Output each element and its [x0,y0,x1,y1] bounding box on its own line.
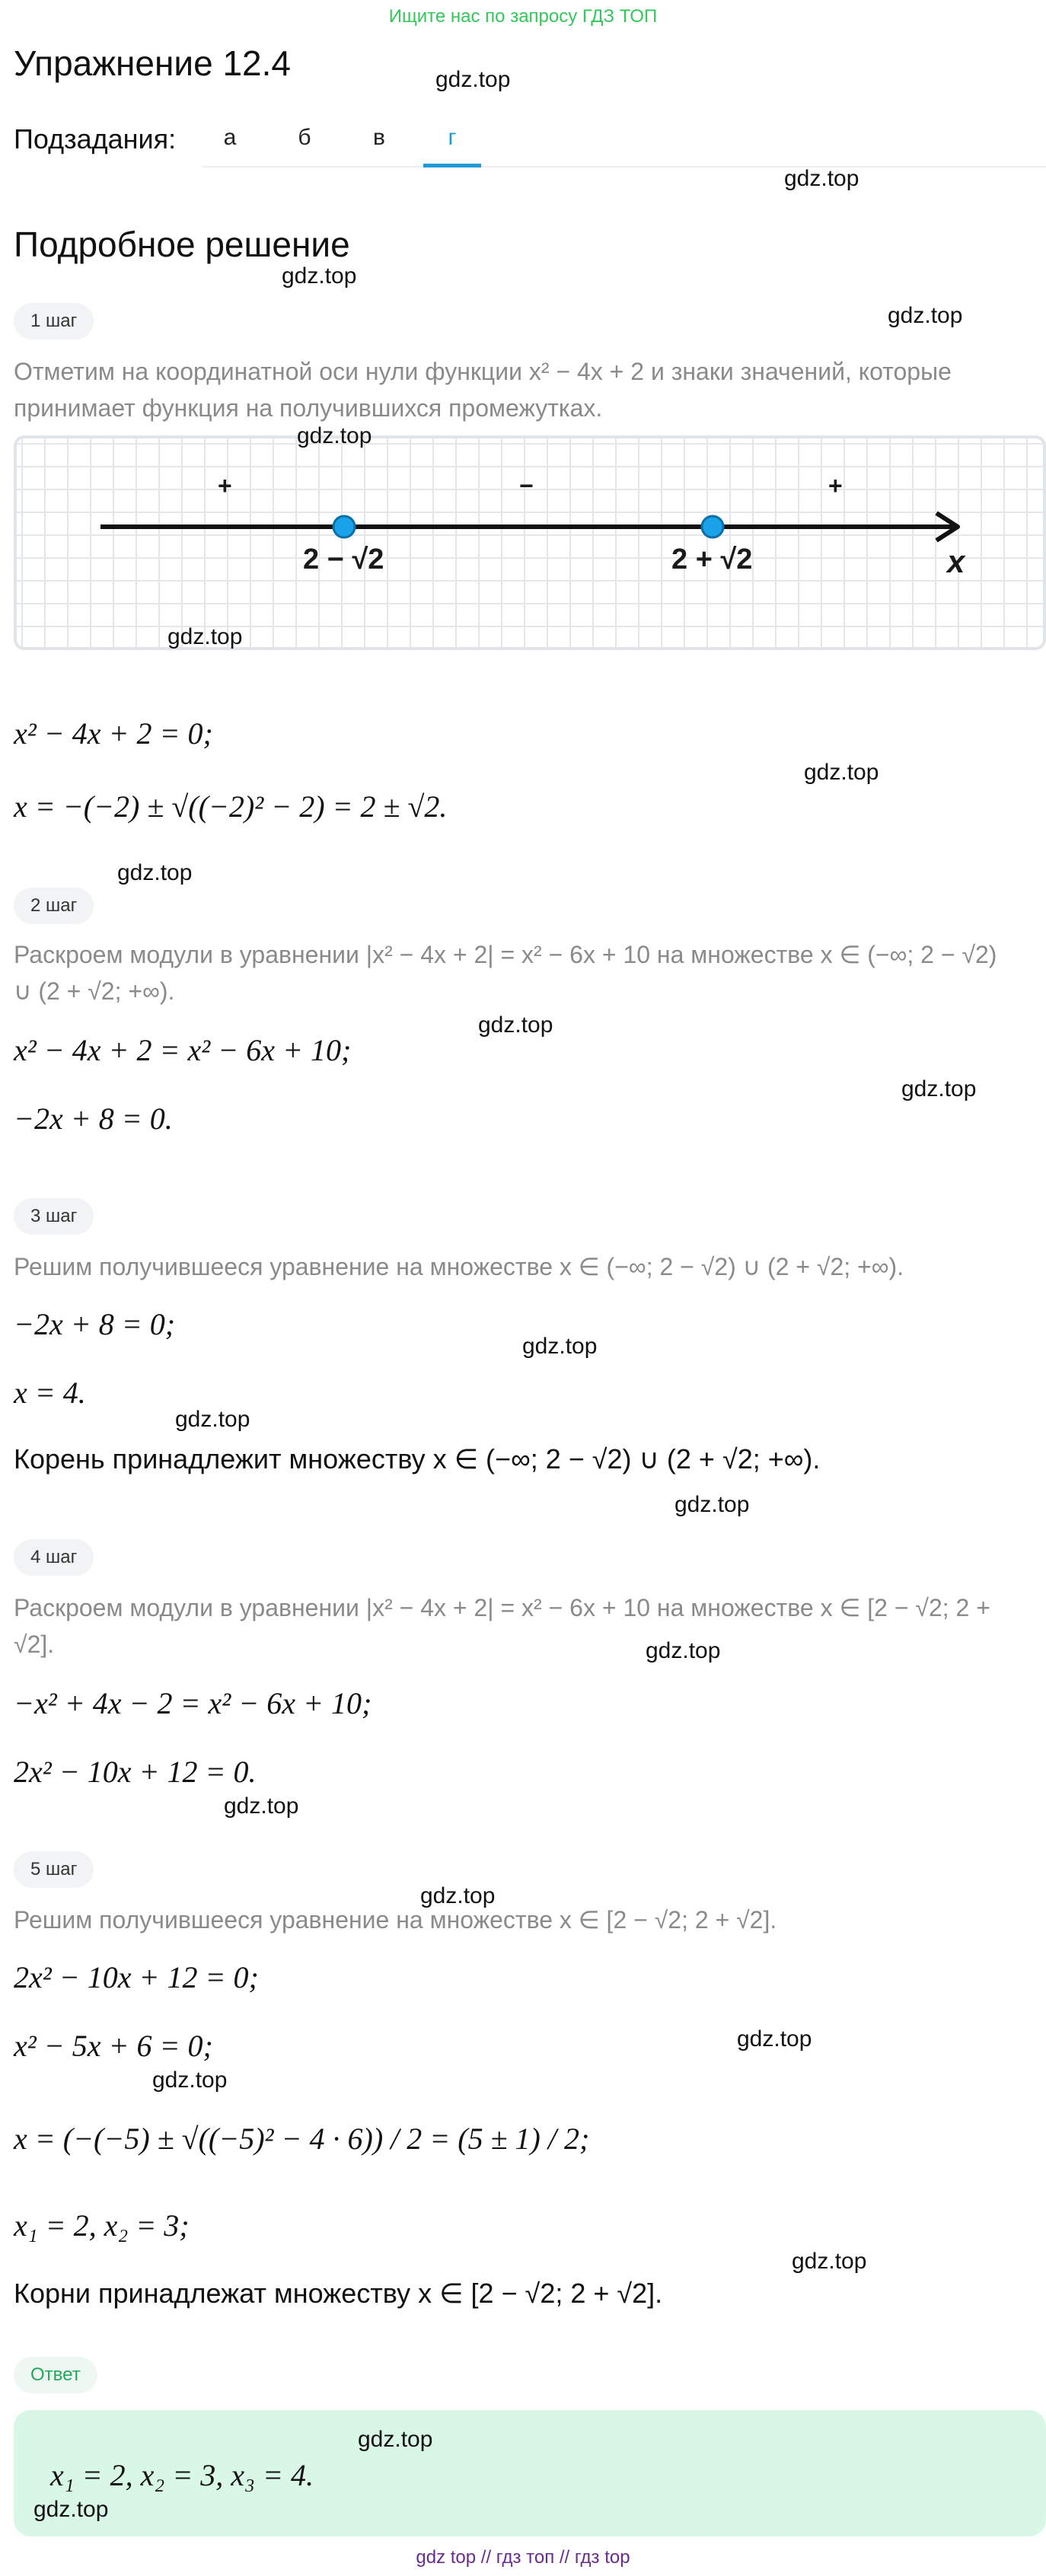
equation: −2x + 8 = 0; [14,1307,176,1341]
watermark: gdz.top [522,1334,598,1359]
conclusion: Корень принадлежит множеству x ∈ (−∞; 2 − √2) ∪ (2 + √2; +∞). [14,1443,821,1475]
equation: x₁ = 2, x₂ = 3; [14,2208,190,2243]
watermark: gdz.top [167,624,243,649]
step-text: Раскроем модули в уравнении |x² − 4x + 2| = x² − 6x + 10 на множестве x ∈ (−∞; 2 − √2) ∪ (2 + √2; +∞). [14,941,997,1005]
step-text: Решим получившееся уравнение на множестве x ∈ [2 − √2; 2 + √2]. [14,1906,777,1934]
watermark: gdz.top [792,2249,867,2274]
watermark: gdz.top [784,166,859,191]
step-chip: 1 шаг [14,303,94,340]
watermark: gdz.top [358,2427,433,2452]
watermark: gdz.top [901,1076,977,1101]
watermark: gdz.top [224,1793,299,1819]
tab-g[interactable]: г [448,125,457,150]
sign-plus-left: + [218,472,232,499]
equation: x² − 5x + 6 = 0; [14,2029,213,2063]
step-chip: 2 шаг [14,888,94,924]
tab-a[interactable]: а [223,125,237,150]
equation: 2x² − 10x + 12 = 0. [14,1755,257,1789]
axis-label: x [947,544,965,579]
equation: x² − 4x + 2 = x² − 6x + 10; [14,1033,352,1067]
step-text: Решим получившееся уравнение на множестве x ∈ (−∞; 2 − √2) ∪ (2 + √2; +∞). [14,1253,904,1280]
page-title: Упражнение 12.4 [14,43,291,83]
answer-chip: Ответ [14,2357,97,2393]
step-chip: 5 шаг [14,1851,94,1888]
watermark: gdz.top [175,1407,250,1432]
point-1-label: 2 − √2 [303,544,384,575]
tabs-divider [202,166,1046,167]
top-banner[interactable]: Ищите нас по запросу ГДЗ ТОП [388,6,658,27]
equation: x² − 4x + 2 = 0; [14,716,213,751]
conclusion: Корни принадлежат множеству x ∈ [2 − √2; 2 + √2]. [14,2278,663,2309]
number-line-figure [14,435,1046,650]
watermark: gdz.top [420,1883,496,1908]
footer-links[interactable]: gdz top // гдз топ // гдз top [416,2547,630,2568]
number-line-svg [14,435,1046,650]
equation: x = 4. [14,1376,86,1410]
sign-plus-right: + [828,472,843,499]
watermark: gdz.top [117,860,193,885]
watermark: gdz.top [478,1012,553,1038]
active-tab-indicator [423,164,481,167]
tab-b[interactable]: б [298,125,311,150]
equation: x = (−(−5) ± √((−5)² − 4 · 6)) / 2 = (5 ± 1) / 2; [14,2122,590,2156]
answer-text: x₁ = 2, x₂ = 3, x₃ = 4. [50,2458,314,2492]
point-1 [333,516,355,537]
watermark: gdz.top [674,1492,750,1517]
watermark: gdz.top [435,67,511,92]
point-2-label: 2 + √2 [671,544,753,575]
watermark: gdz.top [888,303,963,328]
watermark: gdz.top [737,2026,812,2052]
watermark: gdz.top [33,2497,109,2522]
watermark: gdz.top [646,1638,721,1663]
watermark: gdz.top [282,263,357,289]
step-chip: 4 шаг [14,1539,94,1576]
equation: −x² + 4x − 2 = x² − 6x + 10; [14,1686,372,1720]
step-text: Раскроем модули в уравнении |x² − 4x + 2| = x² − 6x + 10 на множестве x ∈ [2 − √2; 2 + √2]. [14,1594,990,1658]
tab-v[interactable]: в [373,125,385,150]
equation: −2x + 8 = 0. [14,1101,173,1136]
step-chip: 3 шаг [14,1198,94,1235]
solution-heading: Подробное решение [14,225,350,264]
step-text: Отметим на координатной оси нули функции x² − 4x + 2 и знаки значений, которые принимает функция на получившихся промежутках. [14,358,952,422]
watermark: gdz.top [804,760,879,785]
watermark: gdz.top [297,423,372,448]
point-2 [702,516,723,537]
equation: 2x² − 10x + 12 = 0; [14,1960,259,1994]
subtasks-label: Подзадания: [14,123,177,155]
sign-minus: − [519,472,534,499]
watermark: gdz.top [152,2067,228,2093]
equation: x = −(−2) ± √((−2)² − 2) = 2 ± √2. [14,789,448,824]
